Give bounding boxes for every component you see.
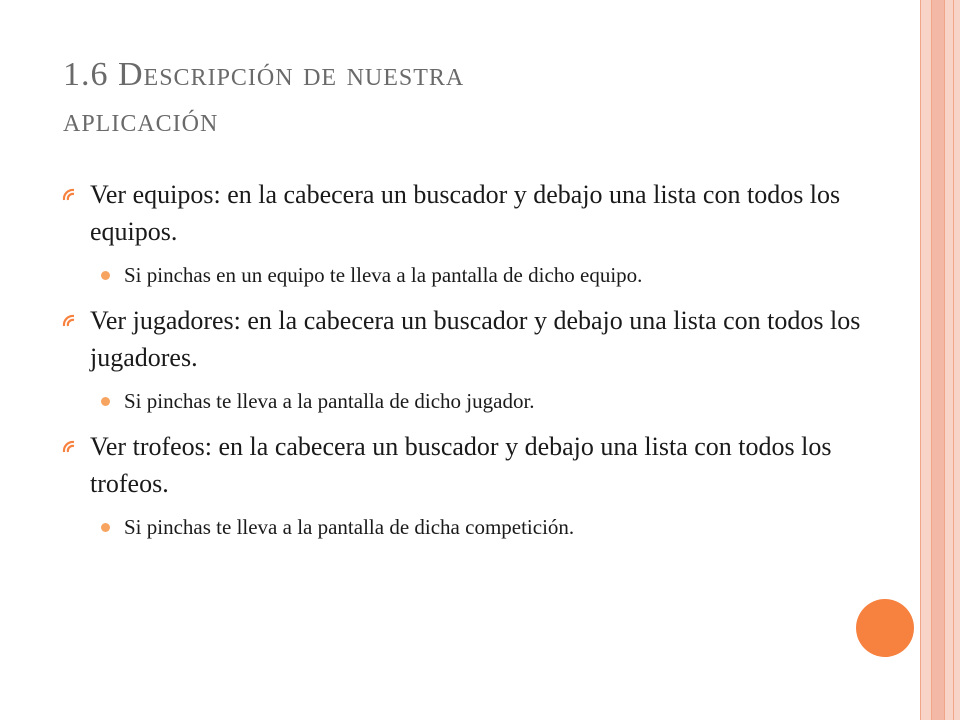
bullet-text: Ver trofeos: en la cabecera un buscador y debajo una lista con todos los trofeos. xyxy=(90,432,832,498)
decorative-stripe-line xyxy=(920,0,921,720)
arc-bullet-icon xyxy=(62,188,76,202)
sub-bullet-item xyxy=(62,510,862,544)
slide-title-line-2: aplicación xyxy=(63,102,219,139)
arc-bullet-icon xyxy=(62,440,76,454)
sub-bullet-item xyxy=(62,258,862,292)
sub-bullet-text: Si pinchas te lleva a la pantalla de dicha competición. xyxy=(124,515,575,539)
sub-bullet-item xyxy=(62,384,862,418)
decorative-stripe-line xyxy=(944,0,945,720)
decorative-stripe-line xyxy=(931,0,932,720)
bullet-item xyxy=(62,302,862,376)
slide-title xyxy=(63,52,883,144)
sub-bullet-text: Si pinchas en un equipo te lleva a la pantalla de dicho equipo. xyxy=(124,263,643,287)
bullet-item xyxy=(62,176,862,250)
bullet-list xyxy=(62,176,862,554)
decorative-stripe-band xyxy=(932,0,944,720)
dot-bullet-icon xyxy=(101,397,110,406)
bullet-item xyxy=(62,428,862,502)
bullet-text: Ver equipos: en la cabecera un buscador y debajo una lista con todos los equipos. xyxy=(90,180,841,246)
decorative-stripe-line xyxy=(953,0,954,720)
slide-title-line-1: 1.6 Descripción de nuestra xyxy=(63,56,465,93)
decorative-circle xyxy=(856,599,914,657)
arc-bullet-icon xyxy=(62,314,76,328)
dot-bullet-icon xyxy=(101,523,110,532)
sub-bullet-text: Si pinchas te lleva a la pantalla de dicho jugador. xyxy=(124,389,535,413)
bullet-text: Ver jugadores: en la cabecera un buscador y debajo una lista con todos los jugadores. xyxy=(90,306,861,372)
dot-bullet-icon xyxy=(101,271,110,280)
